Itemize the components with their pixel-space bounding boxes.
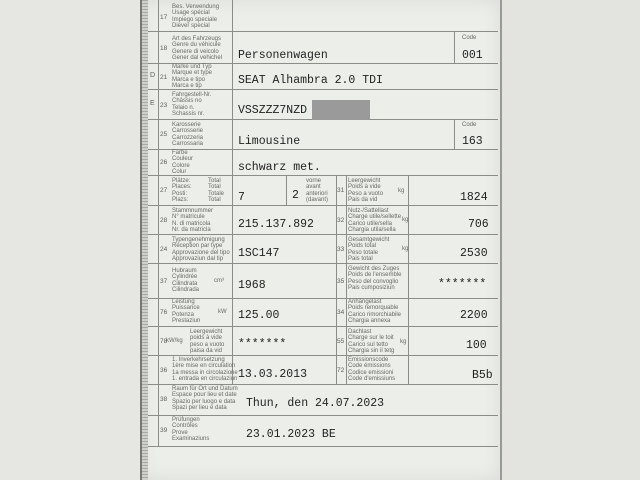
field-label: Dachlast Charge sur le toit Carico sul tetto Chargia sin il tetg [348, 329, 395, 355]
vehicle-type-code: 001 [462, 49, 483, 62]
field-label: Prüfungen Contrôles Prove Examinaziuns [172, 417, 210, 443]
background-right [500, 0, 640, 480]
row-26-color [148, 150, 498, 176]
field-label: Leistung Puissance Potenza Prestaziun [172, 299, 201, 325]
row-18-vehicle-type [148, 32, 498, 64]
field-label: Bes. Verwendung Usage spécial Impiego speciale Diever special [172, 4, 220, 30]
code-label: Code [462, 35, 477, 41]
row-21-make-model [148, 64, 498, 90]
field-label: Raum für Ort und Datum Espace pour lieu et date Spazio per luogo e data Spazi per lieu e data [172, 386, 238, 412]
field-label: Hubraum Cylindrée Cilindrata Cilindrada [172, 268, 200, 294]
vehicle-registration-document [140, 0, 502, 480]
field-number: 25 [160, 131, 168, 138]
row-24-type-approval [148, 235, 498, 264]
background-left [0, 0, 140, 480]
field-label: Plätze: Places: Posti: Plazs: [172, 178, 192, 204]
unit-label: kW [218, 309, 227, 315]
field-number: 23 [160, 102, 168, 109]
field-label: Nutz-/Sattellast Charge utile/sellette Carico utile/sella Chargia utila/sella [348, 208, 402, 234]
total-label: Total Total Totale Total [208, 178, 225, 204]
train-weight-value: ******* [438, 278, 487, 291]
field-label: Emissionscode Code émissions Codice emissioni Code d'emissiuns [348, 357, 396, 383]
field-number: 17 [160, 14, 168, 21]
emission-code-value: B5b [472, 369, 493, 382]
field-label: Typengenehmigung Réception par type Approvazione del tipo Approvaziun dal tip [172, 237, 230, 263]
field-label: Karosserie Carrosserie Carrozzeria Carrossaria [172, 122, 204, 148]
field-label: Leergewicht poids à vide peso a vuoto paisa da vid [190, 329, 225, 355]
body-type-code: 163 [462, 135, 483, 148]
field-number: 26 [160, 159, 168, 166]
inspection-value: 23.01.2023 BE [246, 428, 336, 441]
field-number: 18 [160, 45, 168, 52]
field-number: 37 [160, 278, 168, 285]
field-number: 28 [160, 217, 168, 224]
front-label: vorne avant anteriori (davant) [306, 178, 329, 204]
unit-label: cm³ [214, 278, 224, 284]
power-value: 125.00 [238, 309, 280, 322]
field-number: 27 [160, 187, 168, 194]
field-number: 31 [337, 187, 345, 194]
field-number: 55 [337, 338, 345, 345]
row-78-power-weight [148, 327, 498, 356]
field-letter: E [150, 100, 155, 107]
payload-value: 706 [468, 218, 489, 231]
first-registration-value: 13.03.2013 [238, 368, 308, 381]
unit-label: kg [402, 217, 409, 223]
field-number: 38 [160, 396, 168, 403]
field-label: Marke und Typ Marque et type Marca e tipo Marca e tip [172, 64, 213, 90]
row-37-displacement [148, 264, 498, 299]
field-number: 33 [337, 246, 345, 253]
field-label: Farbe Couleur Colore Colur [172, 150, 194, 176]
vehicle-type-value: Personenwagen [238, 49, 328, 62]
field-number: 78 [160, 338, 168, 345]
field-label: Stammnummer N° matricule N. di matricola Nr. da matricla [172, 208, 214, 234]
field-number: 39 [160, 427, 168, 434]
row-23-chassis-number [148, 90, 498, 120]
type-approval-value: 1SC147 [238, 247, 280, 260]
roof-load-value: 100 [466, 339, 487, 352]
unit-label: kg [402, 246, 409, 252]
gross-weight-value: 2530 [460, 247, 488, 260]
field-label: Fahrgestell-Nr. Châssis no Telaio n. Schassis nr. [172, 92, 212, 118]
field-number: 72 [337, 367, 345, 374]
row-17-special-use [148, 0, 498, 32]
seats-front-value: 2 [292, 189, 299, 202]
chassis-number-value: VSSZZZ7NZD [238, 104, 308, 117]
row-76-power [148, 299, 498, 327]
towing-capacity-value: 2200 [460, 309, 488, 322]
field-number: 24 [160, 246, 168, 253]
field-number: 21 [160, 74, 168, 81]
field-label: Leergewicht Poids à vide Peso a vuoto Pais da vid [348, 178, 384, 204]
code-label: Code [462, 122, 477, 128]
unit-label: kW/kg [166, 338, 183, 344]
redaction-block [312, 100, 370, 120]
seats-total-value: 7 [238, 191, 245, 204]
color-value: schwarz met. [238, 161, 321, 174]
field-label: Anhängelast Poids remorquable Carico rimorchiabile Chargia annexa [348, 299, 402, 325]
field-number: 35 [337, 278, 345, 285]
row-36-first-registration [148, 356, 498, 385]
unit-label: kg [400, 339, 407, 345]
empty-weight-value: 1824 [460, 191, 488, 204]
field-number: 34 [337, 309, 345, 316]
field-label: Art des Fahrzeugs Genre du véhicule Genere di veicolo Gener dal vehichel [172, 36, 223, 62]
field-label: Gewicht des Zuges Poids de l'ensemble Peso del convoglio Pais cumposiziun [348, 266, 402, 292]
make-model-value: SEAT Alhambra 2.0 TDI [238, 74, 383, 87]
row-39-inspections [148, 416, 498, 447]
power-weight-value: ******* [238, 338, 287, 351]
row-27-seats [148, 176, 498, 206]
field-label: Gesamtgewicht Poids total Peso totale Pais total [348, 237, 390, 263]
field-label: 1. Inverkehrsetzung 1ère mise en circulation 1a messa in circolazione 1. entrada en circulaziun [172, 357, 238, 383]
unit-label: kg [398, 188, 405, 194]
row-25-body-type [148, 120, 498, 150]
place-date-value: Thun, den 24.07.2023 [246, 397, 385, 410]
field-number: 36 [160, 367, 168, 374]
field-number: 32 [337, 217, 345, 224]
row-28-registry-number [148, 206, 498, 235]
registry-number-value: 215.137.892 [238, 218, 314, 231]
field-letter: D [150, 72, 156, 79]
row-38-place-date [148, 385, 498, 416]
displacement-value: 1968 [238, 279, 266, 292]
field-number: 76 [160, 309, 168, 316]
body-type-value: Limousine [238, 135, 301, 148]
